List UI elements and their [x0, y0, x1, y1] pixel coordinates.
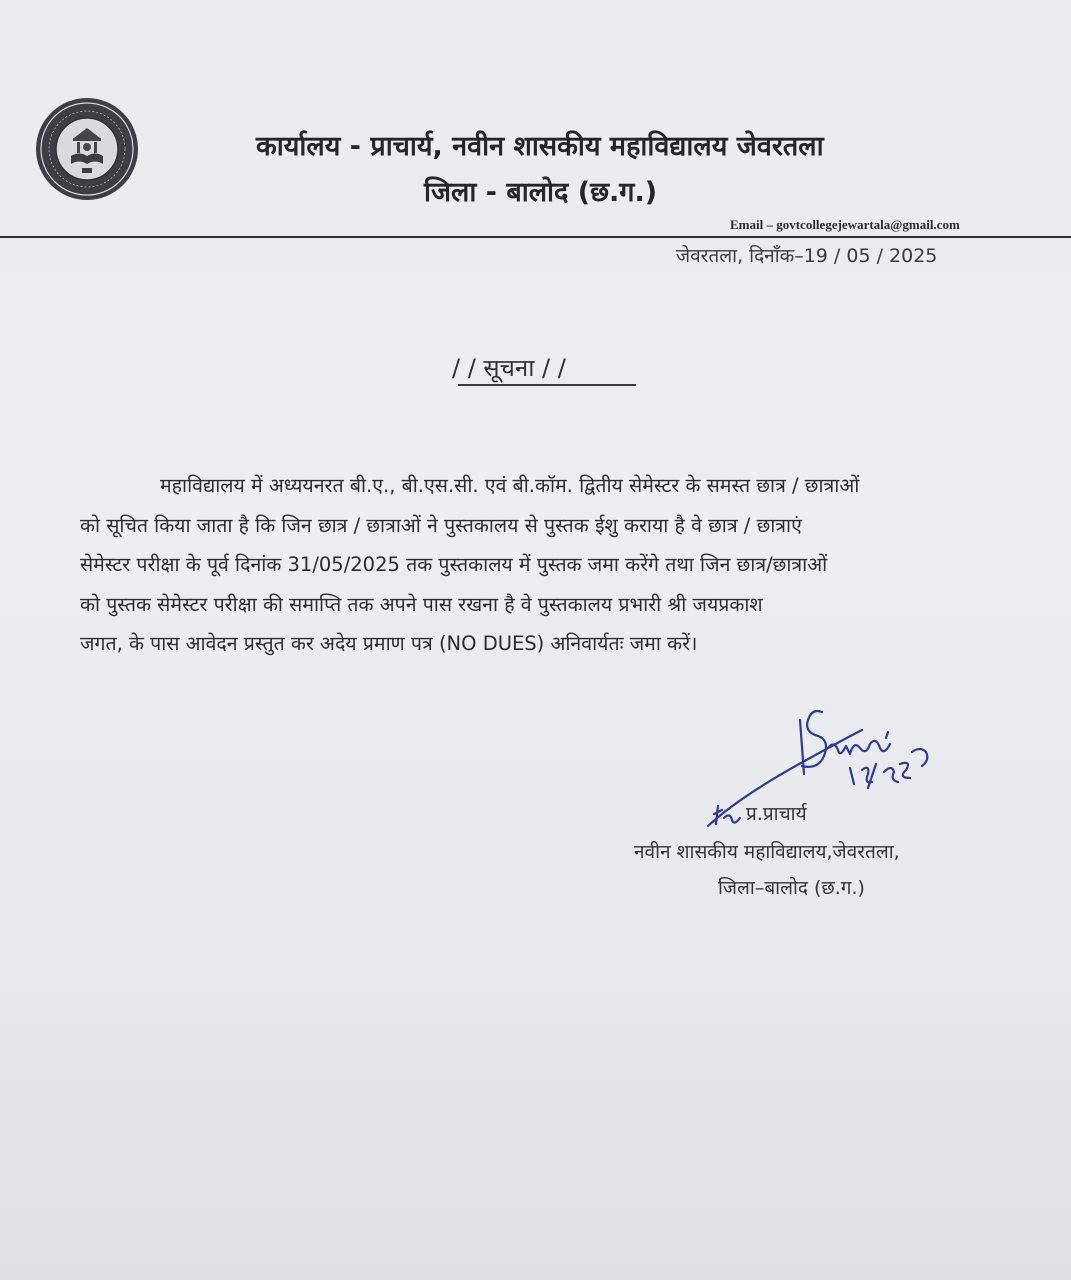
college-email: Email – govtcollegejewartala@gmail.com	[730, 217, 960, 232]
notice-date: जेवरतला, दिनाँक–19 / 05 / 2025	[676, 245, 938, 267]
notice-body	[80, 466, 1070, 664]
notice-title: / / सूचना / /	[452, 354, 566, 382]
notice-body-line: महाविद्यालय में अध्ययनरत बी.ए., बी.एस.सी. एवं बी.कॉम. द्वितीय सेमेस्टर के समस्त छात्र / छात्राओं	[160, 474, 860, 497]
header-divider	[0, 236, 1071, 238]
notice-body-line: को सूचित किया जाता है कि जिन छात्र / छात्राओं ने पुस्तकालय से पुस्तक ईशु कराया है वे छात्र / छात्राएं	[80, 513, 802, 537]
handwritten-signature	[700, 700, 940, 840]
signatory-title: प्र.प्राचार्य	[746, 803, 807, 825]
notice-body-line: सेमेस्टर परीक्षा के पूर्व दिनांक 31/05/2025 तक पुस्तकालय में पुस्तक जमा करेंगे तथा जिन छात्र/छात्राओं	[80, 553, 828, 576]
notice-body-line: जगत, के पास आवेदन प्रस्तुत कर अदेय प्रमाण पत्र (NO DUES) अनिवार्यतः जमा करें।	[80, 632, 698, 655]
notice-title-underline	[458, 384, 636, 386]
signatory-district: जिला–बालोद (छ.ग.)	[718, 877, 865, 899]
signatory-org: नवीन शासकीय महाविद्यालय,जेवरतला,	[634, 841, 900, 863]
district-title: जिला - बालोद (छ.ग.)	[424, 177, 658, 208]
office-title: कार्यालय - प्राचार्य, नवीन शासकीय महाविद्यालय जेवरतला	[256, 131, 824, 162]
college-seal-icon	[34, 96, 140, 202]
notice-body-line: को पुस्तक सेमेस्टर परीक्षा की समाप्ति तक अपने पास रखना है वे पुस्तकालय प्रभारी श्री जयप्रकाश	[80, 592, 763, 616]
